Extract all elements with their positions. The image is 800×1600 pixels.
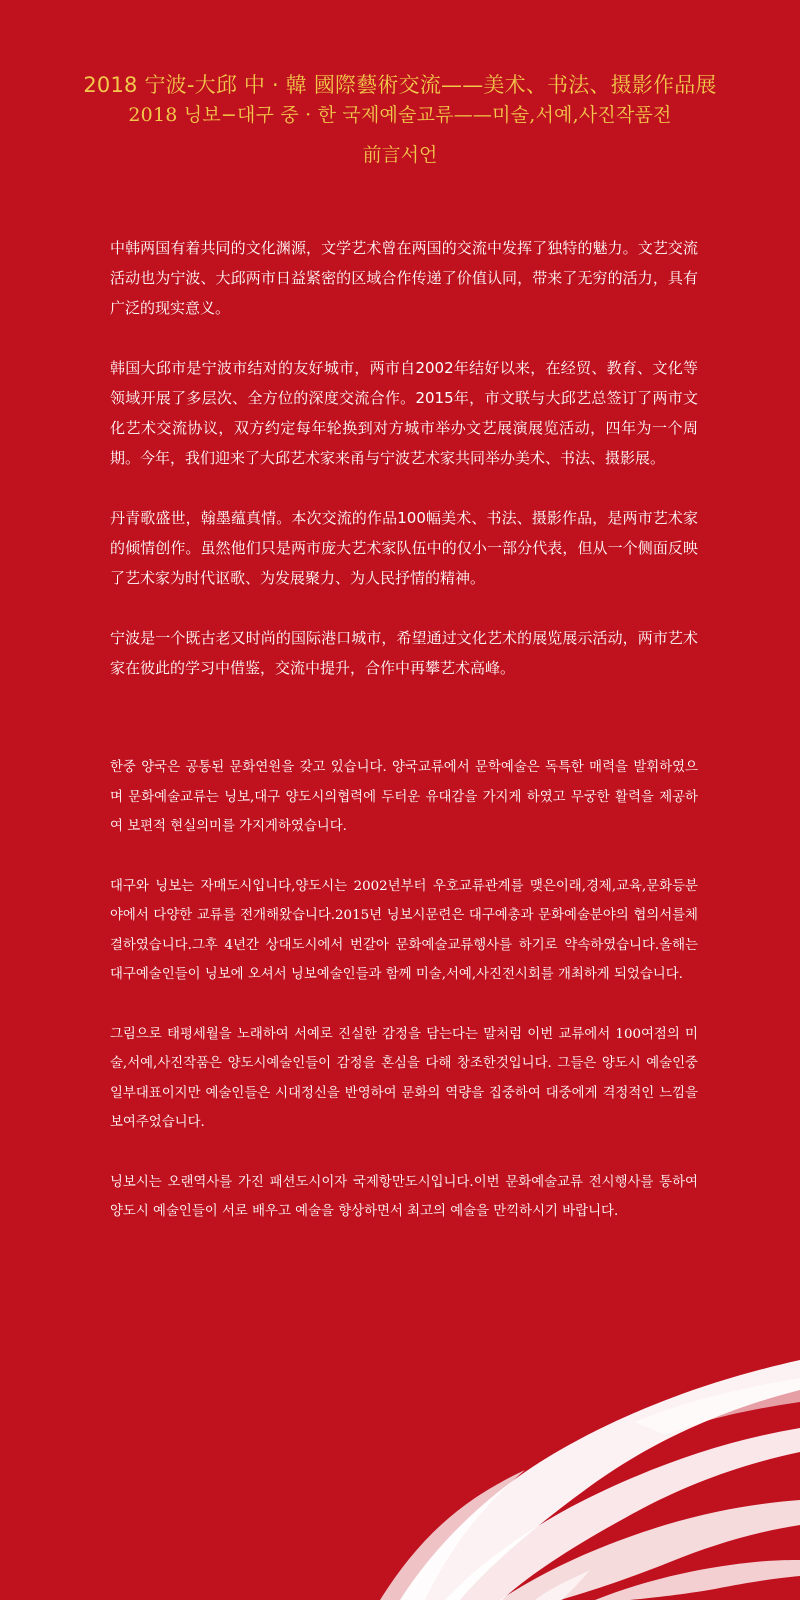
chinese-paragraph: 韩国大邱市是宁波市结对的友好城市，两市自2002年结好以来，在经贸、教育、文化等领域开展了多层次、全方位的深度交流合作。2015年，市文联与大邱艺总签订了两市文化艺术交流协议，双方约定每年轮换到对方城市举办文艺展演展览活动，四年为一个周期。今年，我们迎来了大邱艺术家来甬与宁波艺术家共同举办美术、书法、摄影展。: [110, 359, 698, 467]
chinese-paragraph: 中韩两国有着共同的文化渊源，文学艺术曾在两国的交流中发挥了独特的魅力。文艺交流活动也为宁波、大邱两市日益紧密的区域合作传递了价值认同，带来了无穷的活力，具有广泛的现实意义。: [110, 239, 698, 317]
chinese-preface-text: [110, 233, 698, 713]
korean-paragraph: 그림으로 태평세월을 노래하여 서예로 진실한 감정을 담는다는 말처럼 이번 교류에서 100여점의 미술,서예,사진작품은 양도시예술인들이 감정을 혼심을 다해 창조한것입니다. 그들은 양도시 예술인중 일부대표이지만 예술인들은 시대정신을 반영하여 문화의 역량을 집중하여 대중에게 격정적인 느낌을 보여주었습니다.: [110, 1026, 698, 1130]
title-block: [0, 70, 800, 170]
white-brush-stroke-decoration: [380, 1300, 800, 1600]
chinese-paragraph: 宁波是一个既古老又时尚的国际港口城市，希望通过文化艺术的展览展示活动，两市艺术家在彼此的学习中借鉴，交流中提升，合作中再攀艺术高峰。: [110, 629, 698, 677]
korean-paragraph: 한중 양국은 공통된 문화연원을 갖고 있습니다. 양국교류에서 문학예술은 독특한 매력을 발휘하였으며 문화예술교류는 닝보,대구 양도시의협력에 두터운 유대감을 가지게 하였고 무궁한 활력을 제공하여 보편적 현실의미를 가지게하였습니다.: [110, 760, 698, 834]
preface-heading: 前言서언: [362, 144, 438, 166]
chinese-paragraph: 丹青歌盛世，翰墨蕴真情。本次交流的作品100幅美术、书法、摄影作品，是两市艺术家的倾情创作。虽然他们只是两市庞大艺术家队伍中的仅小一部分代表，但从一个侧面反映了艺术家为时代讴歌、为发展聚力、为人民抒情的精神。: [110, 509, 698, 587]
korean-paragraph: 대구와 닝보는 자매도시입니다,양도시는 2002년부터 우호교류관계를 맺은이래,경제,교육,문화등분야에서 다양한 교류를 전개해왔습니다.2015년 닝보시문련은 대구예총과 문화예술분야의 협의서를체결하였습니다.그후 4년간 상대도시에서 번갈아 문화예술교류행사를 하기로 약속하였습니다.올해는 대구예술인들이 닝보에 오셔서 닝보예술인들과 함께 미술,서예,사진전시회를 개최하게 되었습니다.: [110, 878, 698, 982]
korean-paragraph: 닝보시는 오랜역사를 가진 패션도시이자 국제항만도시입니다.이번 문화예술교류 전시행사를 통하여 양도시 예술인들이 서로 배우고 예술을 향상하면서 최고의 예술을 만끽하시기 바랍니다.: [110, 1174, 698, 1219]
exhibition-title-korean: 2018 닝보−대구 중 · 한 국제예술교류——미술,서예,사진작품전: [128, 104, 672, 126]
exhibition-title-chinese: 2018 宁波-大邱 中 · 韓 國際藝術交流——美术、书法、摄影作品展: [83, 73, 717, 97]
korean-preface-text: [110, 753, 698, 1257]
